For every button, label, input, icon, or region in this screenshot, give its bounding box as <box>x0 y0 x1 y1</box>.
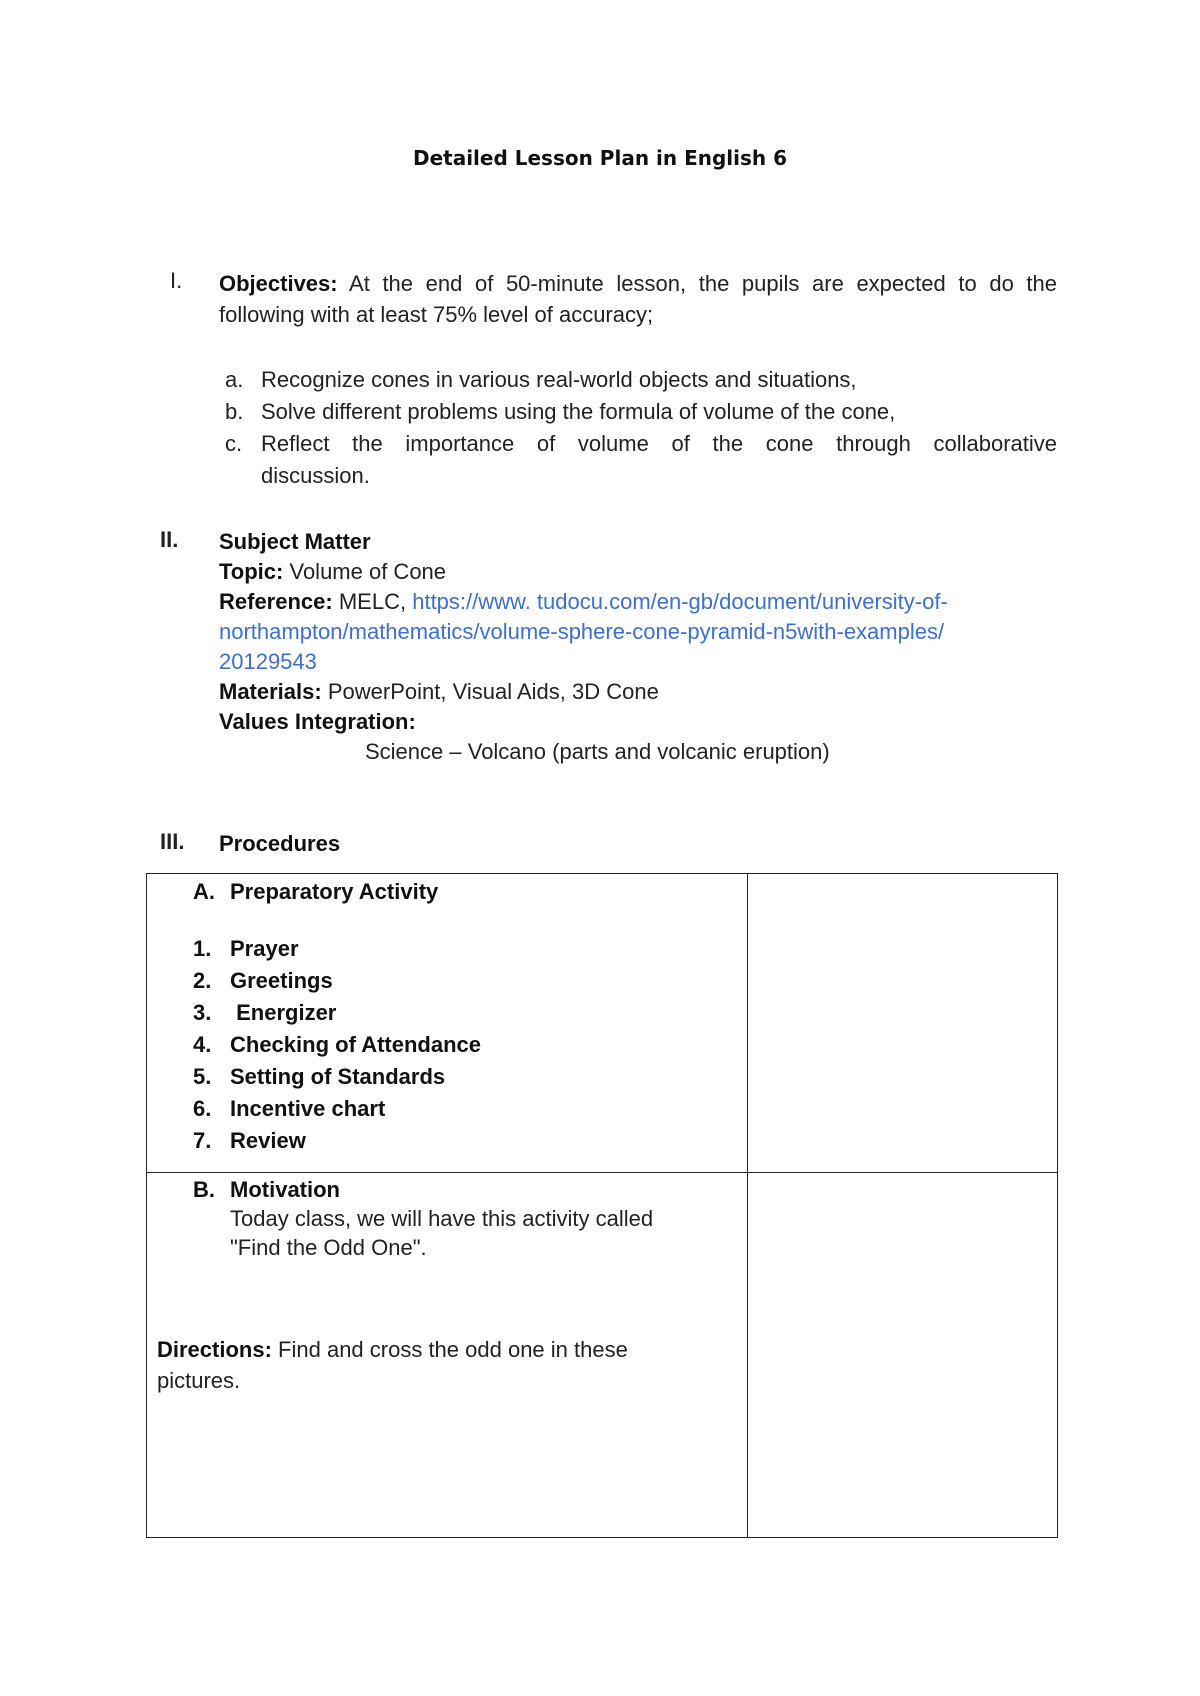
page-title: Detailed Lesson Plan in English 6 <box>412 146 788 170</box>
directions-text-2: pictures. <box>157 1368 241 1393</box>
objectives-text-1: At the end of 50-minute lesson, the pupils are expected to do the <box>349 271 1058 296</box>
objective-text-c-2: discussion. <box>261 463 370 488</box>
objectives-label: Objectives: <box>219 271 338 296</box>
item-number: 4. <box>193 1032 212 1057</box>
section-3-numeral: III. <box>160 829 185 854</box>
preparatory-heading: Preparatory Activity <box>230 879 439 904</box>
directions-label: Directions: <box>157 1337 272 1362</box>
objective-text-b: Solve different problems using the formula of volume of the cone, <box>261 399 896 424</box>
subject-matter-block <box>219 527 1057 767</box>
section-1-numeral: I. <box>170 268 183 293</box>
item-number: 1. <box>193 936 212 961</box>
objective-text-a: Recognize cones in various real-world objects and situations, <box>261 367 857 392</box>
item-text: Review <box>230 1128 306 1153</box>
reference-link-3[interactable]: 20129543 <box>219 649 317 674</box>
procedures-heading: Procedures <box>219 831 341 856</box>
item-number: 5. <box>193 1064 212 1089</box>
section-2-numeral: II. <box>160 527 179 552</box>
item-text: Checking of Attendance <box>230 1032 481 1057</box>
item-number: 2. <box>193 968 212 993</box>
subject-matter-heading: Subject Matter <box>219 529 371 554</box>
values-integration-value: Science – Volcano (parts and volcanic eruption) <box>365 739 830 764</box>
reference-link-1[interactable]: https://www. tudocu.com/en-gb/document/university-of- <box>412 589 948 614</box>
objectives-line-1 <box>219 268 1057 299</box>
objective-text-c-1: Reflect the importance of volume of the cone through collaborative <box>261 431 1057 456</box>
topic-line <box>219 557 1057 587</box>
item-text: Incentive chart <box>230 1096 386 1121</box>
item-number: 6. <box>193 1096 212 1121</box>
motivation-heading: Motivation <box>230 1177 340 1202</box>
motivation-text-2: "Find the Odd One". <box>230 1235 427 1260</box>
motivation-text-1: Today class, we will have this activity called <box>230 1206 654 1231</box>
objective-marker-a: a. <box>225 367 244 392</box>
objective-marker-c: c. <box>225 431 243 456</box>
table-column-divider <box>747 873 748 1538</box>
item-text: Energizer <box>230 1000 337 1025</box>
reference-label: Reference: <box>219 589 333 614</box>
reference-link-2[interactable]: northampton/mathematics/volume-sphere-cone-pyramid-n5with-examples/ <box>219 619 945 644</box>
item-number: 7. <box>193 1128 212 1153</box>
item-number: 3. <box>193 1000 212 1025</box>
reference-line <box>219 587 1057 617</box>
objectives-text-2: following with at least 75% level of accuracy; <box>219 302 654 327</box>
values-integration-label: Values Integration: <box>219 709 416 734</box>
objective-item-c <box>225 428 1057 492</box>
topic-label: Topic: <box>219 559 284 584</box>
directions-line-1 <box>157 1335 717 1365</box>
objective-marker-b: b. <box>225 399 244 424</box>
item-text: Greetings <box>230 968 333 993</box>
item-text: Setting of Standards <box>230 1064 446 1089</box>
motivation-marker: B. <box>193 1177 215 1202</box>
item-text: Prayer <box>230 936 299 961</box>
materials-line <box>219 677 1057 707</box>
materials-label: Materials: <box>219 679 322 704</box>
preparatory-marker: A. <box>193 879 215 904</box>
table-row-divider <box>146 1172 1058 1173</box>
topic-value: Volume of Cone <box>289 559 447 584</box>
reference-value: MELC, <box>338 589 407 614</box>
materials-value: PowerPoint, Visual Aids, 3D Cone <box>327 679 659 704</box>
directions-text-1: Find and cross the odd one in these <box>278 1337 628 1362</box>
